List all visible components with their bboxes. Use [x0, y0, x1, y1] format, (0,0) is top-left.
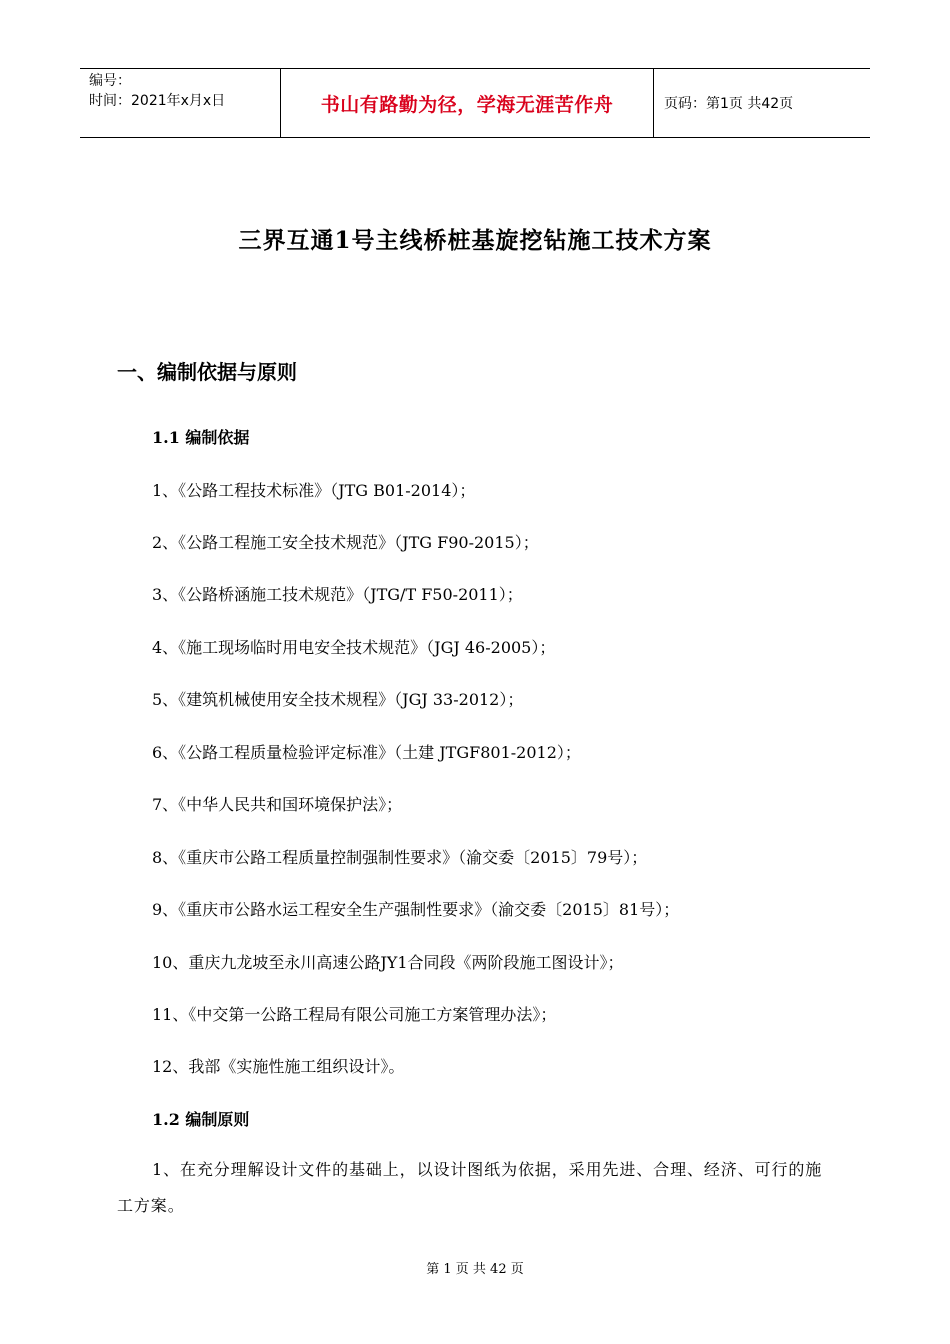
- basis-list-item: 10、重庆九龙坡至永川高速公路JY1合同段《两阶段施工图设计》；: [152, 953, 624, 972]
- subsection-heading-principles: 1.2 编制原则: [152, 1110, 250, 1129]
- header-meta: [80, 69, 281, 137]
- basis-list-item: 9、《重庆市公路水运工程安全生产强制性要求》（渝交委〔2015〕81号）；: [152, 900, 680, 919]
- basis-list-item: 7、《中华人民共和国环境保护法》；: [152, 795, 403, 814]
- basis-list-item: 4、《施工现场临时用电安全技术规范》（JGJ 46-2005）；: [152, 638, 556, 657]
- header-motto: 书山有路勤为径，学海无涯苦作舟: [320, 93, 614, 116]
- basis-list-item: 6、《公路工程质量检验评定标准》（土建 JTGF801-2012）；: [152, 743, 581, 762]
- header-motto-cell: [281, 69, 654, 137]
- basis-list-item: 1、《公路工程技术标准》（JTG B01-2014）；: [152, 481, 476, 500]
- header-page-info: 页码：第1页 共42页: [664, 96, 794, 112]
- basis-list-item: 12、我部《实施性施工组织设计》。: [152, 1057, 405, 1076]
- basis-list-item: 3、《公路桥涵施工技术规范》（JTG/T F50-2011）；: [152, 585, 523, 604]
- document-title: 三界互通1号主线桥桩基旋挖钻施工技术方案: [238, 227, 712, 254]
- basis-list-item: 8、《重庆市公路工程质量控制强制性要求》（渝交委〔2015〕79号）；: [152, 848, 648, 867]
- document-number-label: 编号：: [89, 73, 131, 89]
- document-time-label: 时间：2021年x月x日: [89, 93, 226, 109]
- principle-paragraph: 1、在充分理解设计文件的基础上，以设计图纸为依据，采用先进、合理、经济、可行的施工方案。: [117, 1160, 823, 1215]
- page-footer: 第 1 页 共 42 页: [426, 1262, 524, 1277]
- header-page-info-cell: [654, 69, 870, 137]
- basis-list-item: 5、《建筑机械使用安全技术规程》（JGJ 33-2012）；: [152, 690, 524, 709]
- section-heading: 一、编制依据与原则: [117, 360, 297, 384]
- basis-list-item: 11、《中交第一公路工程局有限公司施工方案管理办法》；: [152, 1005, 557, 1024]
- subsection-heading-basis: 1.1 编制依据: [152, 428, 250, 447]
- page-header: [80, 68, 870, 138]
- basis-list-item: 2、《公路工程施工安全技术规范》（JTG F90-2015）；: [152, 533, 539, 552]
